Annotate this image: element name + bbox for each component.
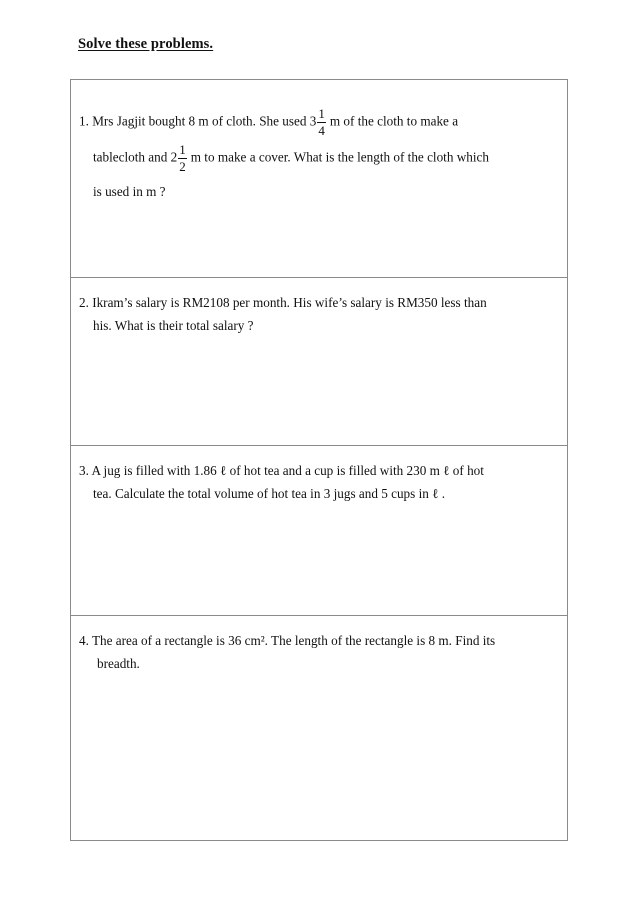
problem-4-line-1: 4. The area of a rectangle is 36 cm². The length of the rectangle is 8 m. Find its <box>79 633 496 648</box>
problem-4-text <box>79 629 561 675</box>
problem-cell-2 <box>71 278 567 446</box>
problem-1-line-1 <box>79 106 458 139</box>
problem-cell-3 <box>71 446 567 616</box>
problem-1-text-a: 1. Mrs Jagjit bought 8 m of cloth. She used 3 <box>79 113 317 129</box>
problem-1-text-b: m of the cloth to make a <box>329 113 459 129</box>
fraction-denominator: 4 <box>318 123 325 138</box>
page-title: Solve these problems. <box>78 36 214 52</box>
fraction-numerator: 1 <box>179 142 186 157</box>
fraction-denominator: 2 <box>179 159 186 174</box>
problem-1-text-c: tablecloth and 2 <box>93 149 178 165</box>
problem-3-line-2: tea. Calculate the total volume of hot tea in 3 jugs and 5 cups in ℓ . <box>93 486 446 501</box>
problem-cell-1 <box>71 80 567 278</box>
fraction-one-quarter <box>317 106 326 139</box>
fraction-numerator: 1 <box>318 106 325 121</box>
problem-table <box>70 79 568 841</box>
problem-4-line-2: breadth. <box>97 656 140 671</box>
problem-1-line-2 <box>93 142 489 175</box>
problem-cell-4 <box>71 616 567 842</box>
fraction-one-half <box>178 142 187 175</box>
problem-2-line-2: his. What is their total salary ? <box>93 318 254 333</box>
problem-2-line-1: 2. Ikram’s salary is RM2108 per month. His wife’s salary is RM350 less than <box>79 295 487 310</box>
problem-3-line-1: 3. A jug is filled with 1.86 ℓ of hot tea and a cup is filled with 230 m ℓ of hot <box>79 463 484 478</box>
problem-3-text <box>79 459 561 505</box>
problem-2-text <box>79 291 561 337</box>
problem-1-text-d: m to make a cover. What is the length of the cloth which <box>190 149 489 165</box>
problem-1-line-3: is used in m ? <box>93 184 166 199</box>
